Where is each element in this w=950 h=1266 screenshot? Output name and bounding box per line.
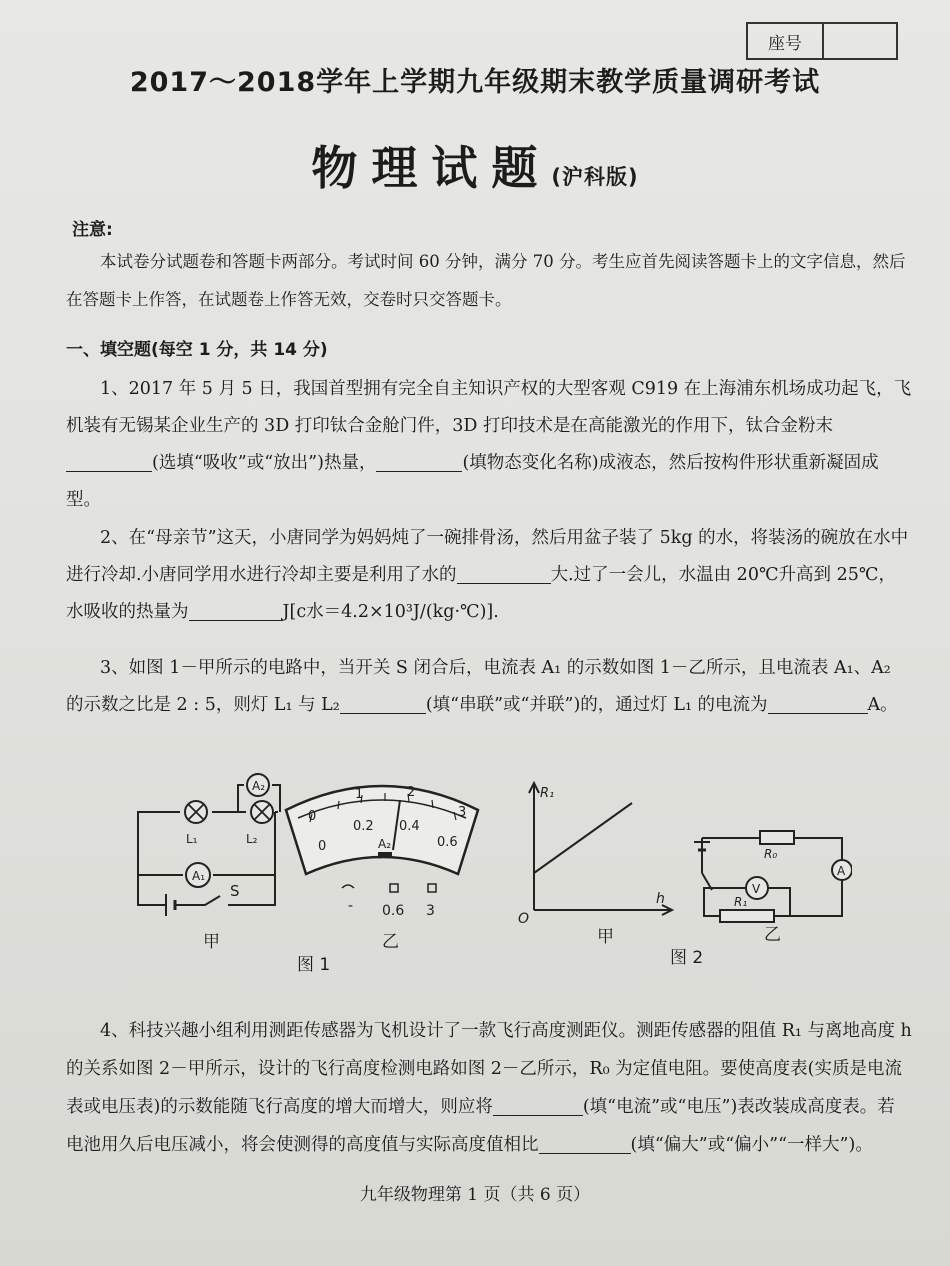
- circuit-label: L₂: [246, 832, 258, 846]
- terminal-label: 3: [426, 903, 435, 919]
- figure1-ammeter-dial: [282, 770, 482, 930]
- graph-origin: O: [518, 911, 530, 925]
- answer-blank[interactable]: [66, 449, 152, 472]
- figure1-circuit: [120, 770, 290, 920]
- question-3: [66, 650, 912, 724]
- scale-lower: 0.4: [399, 819, 420, 834]
- circuit-label: S: [230, 882, 240, 900]
- scale-lower: 0: [318, 839, 327, 854]
- seat-number-box: [746, 22, 898, 60]
- question-1: [66, 371, 912, 519]
- main-title: [0, 132, 950, 198]
- q1-text-a: 1、2017 年 5 月 5 日，我国首型拥有完全自主知识产权的大型客观 C919 在上海浦东机场成功起飞，飞机装有无锡某企业生产的 3D 打印钛合金舱门件，3D 打印技术是在高能激光的作用下，钛合金粉末: [66, 379, 912, 436]
- figure2-graph: [510, 775, 680, 925]
- answer-blank[interactable]: [457, 561, 551, 584]
- main-title-edition: (沪科版): [551, 165, 639, 189]
- exam-title: 2017～2018学年上学期九年级期末教学质量调研考试: [129, 67, 821, 98]
- q4-text-b: (填“电流”或“电压”)表改装成高度表。若电池用久后电压减小，将会使测得的高度值与实际高度值相比: [66, 1097, 895, 1155]
- notice-heading: 注意:: [72, 220, 113, 240]
- figure1-sub-a: 甲: [203, 932, 220, 952]
- circuit-label: R₁: [734, 895, 748, 909]
- figure1-sub-b: 乙: [382, 932, 399, 952]
- q2-text-c: J[c水＝4.2×10³J/(kg·℃)].: [282, 602, 499, 622]
- q1-text-b: (选填“吸收”或“放出”)热量，: [152, 453, 377, 473]
- figure2-caption: 图 2: [670, 948, 704, 968]
- answer-blank[interactable]: [189, 598, 283, 621]
- scale-lower: 0.2: [353, 819, 374, 834]
- figure2-circuit: [682, 818, 852, 933]
- main-title-text: 物理试题: [311, 141, 552, 195]
- meter-label: A₂: [378, 837, 392, 851]
- scale-upper: 2: [407, 785, 416, 800]
- graph-x-label: h: [656, 891, 665, 907]
- terminal-label: -: [348, 898, 354, 914]
- answer-blank[interactable]: [539, 1131, 631, 1154]
- notice-body: 本试卷分试题卷和答题卡两部分。考试时间 60 分钟，满分 70 分。考生应首先阅读答题卡上的文字信息，然后在答题卡上作答，在试题卷上作答无效，交卷时只交答题卡。: [66, 252, 906, 309]
- circuit-label: R₀: [764, 847, 778, 861]
- q4-text-a: 4、科技兴趣小组利用测距传感器为飞机设计了一款飞行高度测距仪。测距传感器的阻值 R₁ 与离地高度 h 的关系如图 2－甲所示，设计的飞行高度检测电路如图 2－乙所示，R₀ 为定值电阻。要使高度表(实质是电流表或电压表)的示数能随飞行高度的增大而增大，则应将: [66, 1021, 912, 1117]
- q1-text-c: (填物态变化名称)成液态，然后按构件形状重新凝固成型。: [66, 453, 879, 510]
- scale-upper: 3: [458, 805, 467, 820]
- figure2-sub-a: 甲: [597, 927, 614, 947]
- figure2-sub-b: 乙: [764, 925, 781, 945]
- seat-label: 座号: [748, 24, 824, 58]
- q3-text-c: A。: [867, 695, 898, 715]
- figure1-caption: 图 1: [297, 955, 331, 975]
- circuit-label: A₂: [252, 779, 266, 793]
- terminal-label: 0.6: [382, 903, 405, 919]
- q4-text-c: (填“偏大”或“偏小”“一样大”)。: [630, 1135, 873, 1155]
- answer-blank[interactable]: [376, 449, 462, 472]
- answer-blank[interactable]: [493, 1093, 583, 1116]
- circuit-label: A: [837, 864, 846, 878]
- scale-lower: 0.6: [437, 835, 458, 850]
- q2-text-a: 2、在“母亲节”这天，小唐同学为妈妈炖了一碗排骨汤，然后用盆子装了 5kg 的水，将装汤的碗放在水中进行冷却.小唐同学用水进行冷却主要是利用了水的: [66, 528, 909, 585]
- scale-upper: 0: [308, 809, 317, 824]
- q2-text-b: 大.过了一会儿，水温由 20℃升高到 25℃，水吸收的热量为: [66, 565, 896, 622]
- question-2: [66, 520, 912, 631]
- circuit-label: L₁: [186, 832, 198, 846]
- q3-text-b: (填“串联”或“并联”)的，通过灯 L₁ 的电流为: [425, 695, 768, 715]
- circuit-label: A₁: [192, 869, 206, 883]
- q3-text-a: 3、如图 1－甲所示的电路中，当开关 S 闭合后，电流表 A₁ 的示数如图 1－乙所示，且电流表 A₁、A₂ 的示数之比是 2 : 5，则灯 L₁ 与 L₂: [66, 658, 891, 715]
- answer-blank[interactable]: [768, 691, 868, 714]
- answer-blank[interactable]: [340, 691, 426, 714]
- page-footer: 九年级物理第 1 页（共 6 页）: [359, 1185, 591, 1205]
- graph-y-label: R₁: [540, 786, 555, 801]
- circuit-label: V: [752, 882, 761, 896]
- section-heading: 一、填空题(每空 1 分，共 14 分): [66, 340, 328, 360]
- scale-upper: 1: [355, 787, 364, 802]
- question-4: [66, 1012, 912, 1164]
